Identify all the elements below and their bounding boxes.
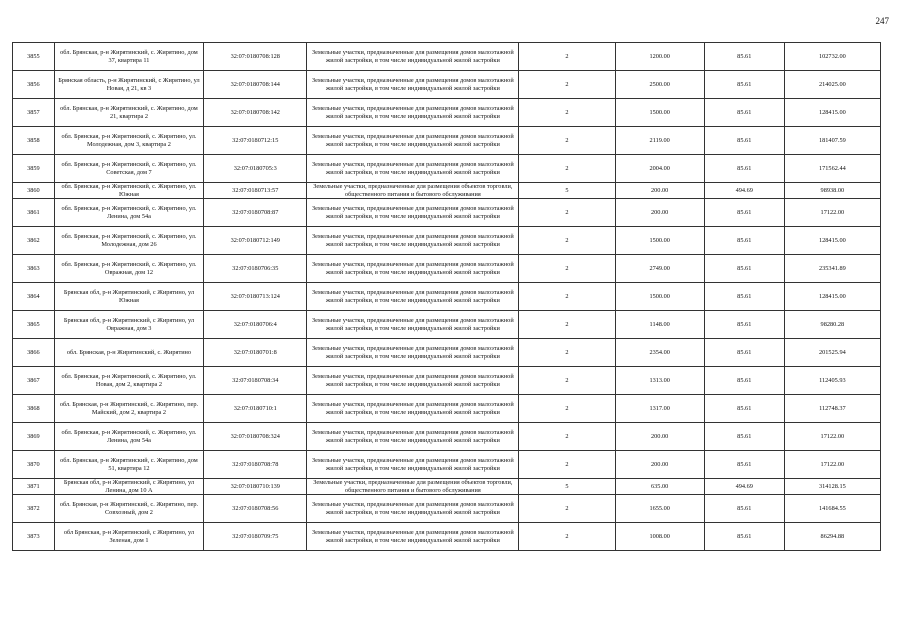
address-cell: обл. Брянская, р-н Жирятинский, с. Жирятино, ул. Молодежная, дом 26	[54, 227, 203, 255]
permitted-use-cell: Земельные участки, предназначенные для размещения домов малоэтажной жилой застройки, в том числе индивидуальной жилой застройки	[307, 395, 519, 423]
cadastral-value-cell: 86294.88	[784, 523, 880, 551]
rate-cell: 85.61	[704, 71, 784, 99]
row-number: 3862	[13, 227, 55, 255]
registry-body	[13, 43, 881, 551]
table-row	[13, 127, 881, 155]
table-row	[13, 99, 881, 127]
address-cell: обл. Брянская, р-н Жирятинский, с. Жирятино, пер. Совхозный, дом 2	[54, 495, 203, 523]
table-row	[13, 495, 881, 523]
area-cell: 2119.00	[615, 127, 704, 155]
table-row	[13, 183, 881, 199]
row-number: 3858	[13, 127, 55, 155]
area-cell: 2500.00	[615, 71, 704, 99]
category-cell: 2	[519, 495, 615, 523]
rate-cell: 85.61	[704, 255, 784, 283]
permitted-use-cell: Земельные участки, предназначенные для размещения домов малоэтажной жилой застройки, в том числе индивидуальной жилой застройки	[307, 283, 519, 311]
table-row	[13, 479, 881, 495]
rate-cell: 85.61	[704, 367, 784, 395]
rate-cell: 85.61	[704, 311, 784, 339]
permitted-use-cell: Земельные участки, предназначенные для размещения домов малоэтажной жилой застройки, в том числе индивидуальной жилой застройки	[307, 199, 519, 227]
address-cell: обл. Брянская, р-н Жирятинский, с. Жирятино, дом 37, квартира 11	[54, 43, 203, 71]
area-cell: 200.00	[615, 199, 704, 227]
rate-cell: 85.61	[704, 43, 784, 71]
cadastral-value-cell: 171562.44	[784, 155, 880, 183]
table-row	[13, 423, 881, 451]
address-cell: обл. Брянская, р-н Жирятинский, с. Жирятино, дом 51, квартира 12	[54, 451, 203, 479]
permitted-use-cell: Земельные участки, предназначенные для размещения домов малоэтажной жилой застройки, в том числе индивидуальной жилой застройки	[307, 155, 519, 183]
table-row	[13, 71, 881, 99]
table-row	[13, 451, 881, 479]
row-number: 3856	[13, 71, 55, 99]
row-number: 3860	[13, 183, 55, 199]
address-cell: обл. Брянская, р-н Жирятинский, с. Жирятино, ул. Ленина, дом 54а	[54, 423, 203, 451]
row-number: 3868	[13, 395, 55, 423]
address-cell: Брянская обл, р-н Жирятинский, с Жирятино, ул Южная	[54, 283, 203, 311]
area-cell: 1655.00	[615, 495, 704, 523]
permitted-use-cell: Земельные участки, предназначенные для размещения домов малоэтажной жилой застройки, в том числе индивидуальной жилой застройки	[307, 423, 519, 451]
address-cell: обл. Брянская, р-н Жирятинский, с. Жирятино, ул. Новая, дом 2, квартира 2	[54, 367, 203, 395]
cadastral-value-cell: 17122.00	[784, 423, 880, 451]
rate-cell: 85.61	[704, 451, 784, 479]
area-cell: 1500.00	[615, 227, 704, 255]
category-cell: 2	[519, 367, 615, 395]
rate-cell: 85.61	[704, 339, 784, 367]
cadastral-number-cell: 32:07:0180708:78	[204, 451, 307, 479]
cadastral-number-cell: 32:07:0180701:8	[204, 339, 307, 367]
permitted-use-cell: Земельные участки, предназначенные для размещения домов малоэтажной жилой застройки, в том числе индивидуальной жилой застройки	[307, 99, 519, 127]
address-cell: обл. Брянская, р-н Жирятинский, с. Жирятино, ул. Южная	[54, 183, 203, 199]
area-cell: 1500.00	[615, 283, 704, 311]
row-number: 3861	[13, 199, 55, 227]
rate-cell: 85.61	[704, 155, 784, 183]
address-cell: Брянская обл, р-н Жирятинский, с Жирятино, ул Ленина, дом 10 А	[54, 479, 203, 495]
rate-cell: 85.61	[704, 395, 784, 423]
cadastral-number-cell: 32:07:0180712:15	[204, 127, 307, 155]
cadastral-value-cell: 102732.00	[784, 43, 880, 71]
category-cell: 2	[519, 199, 615, 227]
table-row	[13, 43, 881, 71]
permitted-use-cell: Земельные участки, предназначенные для размещения домов малоэтажной жилой застройки, в том числе индивидуальной жилой застройки	[307, 43, 519, 71]
cadastral-number-cell: 32:07:0180708:34	[204, 367, 307, 395]
rate-cell: 85.61	[704, 423, 784, 451]
cadastral-value-cell: 128415.00	[784, 99, 880, 127]
category-cell: 2	[519, 283, 615, 311]
cadastral-value-cell: 112748.37	[784, 395, 880, 423]
area-cell: 635.00	[615, 479, 704, 495]
rate-cell: 85.61	[704, 227, 784, 255]
row-number: 3865	[13, 311, 55, 339]
cadastral-value-cell: 314128.15	[784, 479, 880, 495]
address-cell: обл. Брянская, р-н Жирятинский, с. Жирятино, ул. Советская, дом 7	[54, 155, 203, 183]
address-cell: обл. Брянская, р-н Жирятинский, с. Жирятино, дом 21, квартира 2	[54, 99, 203, 127]
address-cell: обл. Брянская, р-н Жирятинский, с. Жирятино	[54, 339, 203, 367]
table-row	[13, 523, 881, 551]
rate-cell: 494.69	[704, 479, 784, 495]
category-cell: 2	[519, 227, 615, 255]
permitted-use-cell: Земельные участки, предназначенные для размещения домов малоэтажной жилой застройки, в том числе индивидуальной жилой застройки	[307, 523, 519, 551]
cadastral-value-cell: 98280.28	[784, 311, 880, 339]
permitted-use-cell: Земельные участки, предназначенные для размещения домов малоэтажной жилой застройки, в том числе индивидуальной жилой застройки	[307, 127, 519, 155]
permitted-use-cell: Земельные участки, предназначенные для размещения домов малоэтажной жилой застройки, в том числе индивидуальной жилой застройки	[307, 71, 519, 99]
land-registry-table	[12, 42, 881, 551]
permitted-use-cell: Земельные участки, предназначенные для размещения объектов торговли, общественного питания и бытового обслуживания	[307, 479, 519, 495]
page-number: 247	[875, 16, 889, 26]
table-row	[13, 155, 881, 183]
rate-cell: 85.61	[704, 495, 784, 523]
table-row	[13, 395, 881, 423]
permitted-use-cell: Земельные участки, предназначенные для размещения домов малоэтажной жилой застройки, в том числе индивидуальной жилой застройки	[307, 255, 519, 283]
cadastral-number-cell: 32:07:0180710:1	[204, 395, 307, 423]
category-cell: 2	[519, 99, 615, 127]
rate-cell: 85.61	[704, 523, 784, 551]
cadastral-number-cell: 32:07:0180709:75	[204, 523, 307, 551]
address-cell: обл. Брянская, р-н Жирятинский, с. Жирятино, пер. Майский, дом 2, квартира 2	[54, 395, 203, 423]
table-row	[13, 283, 881, 311]
permitted-use-cell: Земельные участки, предназначенные для размещения домов малоэтажной жилой застройки, в том числе индивидуальной жилой застройки	[307, 451, 519, 479]
address-cell: Брянская область, р-н Жирятинский, с Жирятино, ул Новая, д 21, кв 3	[54, 71, 203, 99]
row-number: 3871	[13, 479, 55, 495]
category-cell: 2	[519, 423, 615, 451]
category-cell: 2	[519, 71, 615, 99]
cadastral-number-cell: 32:07:0180713:57	[204, 183, 307, 199]
address-cell: обл. Брянская, р-н Жирятинский, с. Жирятино, ул. Овражная, дом 12	[54, 255, 203, 283]
category-cell: 2	[519, 255, 615, 283]
table-row	[13, 339, 881, 367]
cadastral-number-cell: 32:07:0180708:128	[204, 43, 307, 71]
row-number: 3866	[13, 339, 55, 367]
area-cell: 1008.00	[615, 523, 704, 551]
cadastral-value-cell: 181407.59	[784, 127, 880, 155]
row-number: 3867	[13, 367, 55, 395]
cadastral-value-cell: 17122.00	[784, 451, 880, 479]
area-cell: 1317.00	[615, 395, 704, 423]
row-number: 3873	[13, 523, 55, 551]
cadastral-number-cell: 32:07:0180705:3	[204, 155, 307, 183]
row-number: 3863	[13, 255, 55, 283]
table-row	[13, 255, 881, 283]
cadastral-value-cell: 17122.00	[784, 199, 880, 227]
area-cell: 200.00	[615, 183, 704, 199]
permitted-use-cell: Земельные участки, предназначенные для размещения домов малоэтажной жилой застройки, в том числе индивидуальной жилой застройки	[307, 367, 519, 395]
table-row	[13, 367, 881, 395]
cadastral-number-cell: 32:07:0180708:144	[204, 71, 307, 99]
area-cell: 200.00	[615, 423, 704, 451]
address-cell: обл. Брянская, р-н Жирятинский, с. Жирятино, ул. Ленина, дом 54а	[54, 199, 203, 227]
category-cell: 2	[519, 395, 615, 423]
cadastral-number-cell: 32:07:0180710:139	[204, 479, 307, 495]
category-cell: 2	[519, 311, 615, 339]
area-cell: 200.00	[615, 451, 704, 479]
area-cell: 2004.00	[615, 155, 704, 183]
cadastral-value-cell: 128415.00	[784, 227, 880, 255]
permitted-use-cell: Земельные участки, предназначенные для размещения домов малоэтажной жилой застройки, в том числе индивидуальной жилой застройки	[307, 339, 519, 367]
rate-cell: 85.61	[704, 283, 784, 311]
permitted-use-cell: Земельные участки, предназначенные для размещения домов малоэтажной жилой застройки, в том числе индивидуальной жилой застройки	[307, 227, 519, 255]
category-cell: 2	[519, 127, 615, 155]
area-cell: 2354.00	[615, 339, 704, 367]
row-number: 3859	[13, 155, 55, 183]
table-row	[13, 199, 881, 227]
cadastral-value-cell: 98938.00	[784, 183, 880, 199]
category-cell: 2	[519, 339, 615, 367]
row-number: 3855	[13, 43, 55, 71]
category-cell: 2	[519, 43, 615, 71]
cadastral-number-cell: 32:07:0180708:56	[204, 495, 307, 523]
category-cell: 2	[519, 451, 615, 479]
category-cell: 5	[519, 183, 615, 199]
row-number: 3872	[13, 495, 55, 523]
cadastral-value-cell: 141684.55	[784, 495, 880, 523]
row-number: 3857	[13, 99, 55, 127]
category-cell: 2	[519, 523, 615, 551]
cadastral-value-cell: 201525.94	[784, 339, 880, 367]
rate-cell: 85.61	[704, 99, 784, 127]
cadastral-number-cell: 32:07:0180713:124	[204, 283, 307, 311]
cadastral-number-cell: 32:07:0180708:87	[204, 199, 307, 227]
permitted-use-cell: Земельные участки, предназначенные для размещения объектов торговли, общественного питания и бытового обслуживания	[307, 183, 519, 199]
address-cell: обл Брянская, р-н Жирятинский, с Жирятино, ул Зеленая, дом 1	[54, 523, 203, 551]
row-number: 3869	[13, 423, 55, 451]
area-cell: 2749.00	[615, 255, 704, 283]
cadastral-value-cell: 235341.89	[784, 255, 880, 283]
cadastral-value-cell: 214025.00	[784, 71, 880, 99]
area-cell: 1313.00	[615, 367, 704, 395]
rate-cell: 494.69	[704, 183, 784, 199]
permitted-use-cell: Земельные участки, предназначенные для размещения домов малоэтажной жилой застройки, в том числе индивидуальной жилой застройки	[307, 311, 519, 339]
rate-cell: 85.61	[704, 199, 784, 227]
row-number: 3864	[13, 283, 55, 311]
area-cell: 1148.00	[615, 311, 704, 339]
table-row	[13, 227, 881, 255]
area-cell: 1200.00	[615, 43, 704, 71]
row-number: 3870	[13, 451, 55, 479]
cadastral-number-cell: 32:07:0180706:35	[204, 255, 307, 283]
cadastral-value-cell: 112405.93	[784, 367, 880, 395]
category-cell: 5	[519, 479, 615, 495]
cadastral-number-cell: 32:07:0180712:149	[204, 227, 307, 255]
area-cell: 1500.00	[615, 99, 704, 127]
category-cell: 2	[519, 155, 615, 183]
cadastral-value-cell: 128415.00	[784, 283, 880, 311]
permitted-use-cell: Земельные участки, предназначенные для размещения домов малоэтажной жилой застройки, в том числе индивидуальной жилой застройки	[307, 495, 519, 523]
cadastral-number-cell: 32:07:0180706:4	[204, 311, 307, 339]
cadastral-number-cell: 32:07:0180708:142	[204, 99, 307, 127]
address-cell: Брянская обл, р-н Жирятинский, с Жирятино, ул Овражная, дом 3	[54, 311, 203, 339]
cadastral-number-cell: 32:07:0180708:324	[204, 423, 307, 451]
table-row	[13, 311, 881, 339]
address-cell: обл. Брянская, р-н Жирятинский, с. Жирятино, ул. Молодежная, дом 3, квартира 2	[54, 127, 203, 155]
rate-cell: 85.61	[704, 127, 784, 155]
